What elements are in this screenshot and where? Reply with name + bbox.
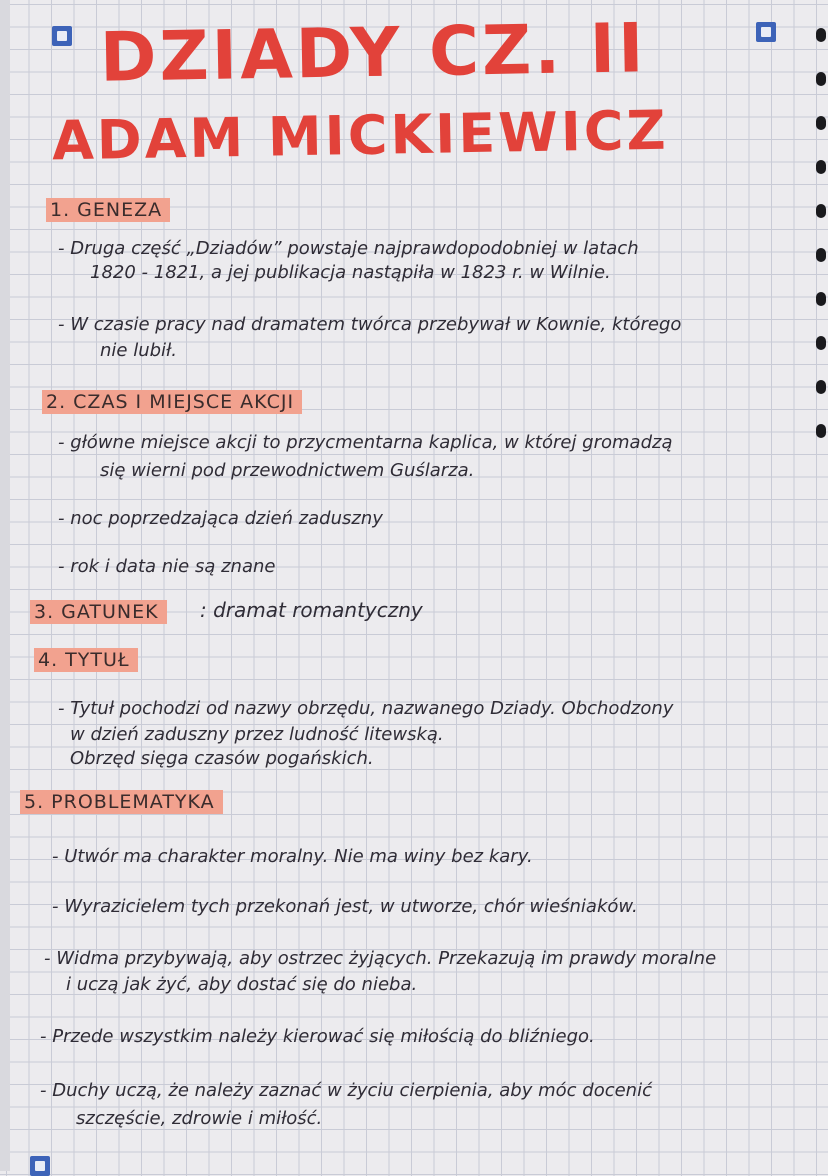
binding-hole xyxy=(816,28,826,42)
note-line: - noc poprzedzająca dzień zaduszny xyxy=(58,508,383,529)
corner-marker-icon xyxy=(30,1156,50,1176)
note-line: Obrzęd sięga czasów pogańskich. xyxy=(70,748,374,769)
binding-hole xyxy=(816,380,826,394)
section-heading-problematyka: 5. PROBLEMATYKA xyxy=(20,790,223,814)
note-line: 1820 - 1821, a jej publikacja nastąpiła w 1823 r. w Wilnie. xyxy=(90,262,611,283)
note-line: - główne miejsce akcji to przycmentarna kaplica, w której gromadzą xyxy=(58,432,673,453)
note-line: - Tytuł pochodzi od nazwy obrzędu, nazwanego Dziady. Obchodzony xyxy=(58,698,674,719)
binding-hole xyxy=(816,72,826,86)
note-line: - Druga część „Dziadów” powstaje najprawdopodobniej w latach xyxy=(58,238,639,259)
binding-hole xyxy=(816,204,826,218)
note-line: - Utwór ma charakter moralny. Nie ma winy bez kary. xyxy=(52,846,533,867)
section-heading-gatunek: 3. GATUNEK xyxy=(30,600,167,624)
title-line-1: DZIADY CZ. II xyxy=(99,9,648,98)
note-line: szczęście, zdrowie i miłość. xyxy=(76,1108,323,1129)
note-line: - Widma przybywają, aby ostrzec żyjących. Przekazują im prawdy moralne xyxy=(44,948,717,969)
binding-hole xyxy=(816,424,826,438)
section-heading-czas-miejsce: 2. CZAS I MIEJSCE AKCJI xyxy=(42,390,302,414)
note-line: w dzień zaduszny przez ludność litewską. xyxy=(70,724,444,745)
note-line: - Duchy uczą, że należy zaznać w życiu cierpienia, aby móc docenić xyxy=(40,1080,652,1101)
note-line: nie lubił. xyxy=(100,340,177,361)
corner-marker-icon xyxy=(756,22,776,42)
binding-hole xyxy=(816,336,826,350)
binding-hole xyxy=(816,292,826,306)
note-line: i uczą jak żyć, aby dostać się do nieba. xyxy=(66,974,418,995)
page-edge xyxy=(0,0,10,1171)
spiral-binding xyxy=(814,20,828,1160)
binding-hole xyxy=(816,116,826,130)
note-line: - rok i data nie są znane xyxy=(58,556,276,577)
note-line: - Przede wszystkim należy kierować się miłością do bliźniego. xyxy=(40,1026,595,1047)
section-heading-geneza: 1. GENEZA xyxy=(46,198,170,222)
note-line: - Wyrazicielem tych przekonań jest, w utworze, chór wieśniaków. xyxy=(52,896,638,917)
section-heading-tytul: 4. TYTUŁ xyxy=(34,648,138,672)
corner-marker-icon xyxy=(52,26,72,46)
note-line: się wierni pod przewodnictwem Guślarza. xyxy=(100,460,475,481)
note-line: - W czasie pracy nad dramatem twórca przebywał w Kownie, którego xyxy=(58,314,682,335)
genre-value: : dramat romantyczny xyxy=(200,598,423,622)
binding-hole xyxy=(816,248,826,262)
binding-hole xyxy=(816,160,826,174)
title-line-2: ADAM MICKIEWICZ xyxy=(51,98,670,173)
